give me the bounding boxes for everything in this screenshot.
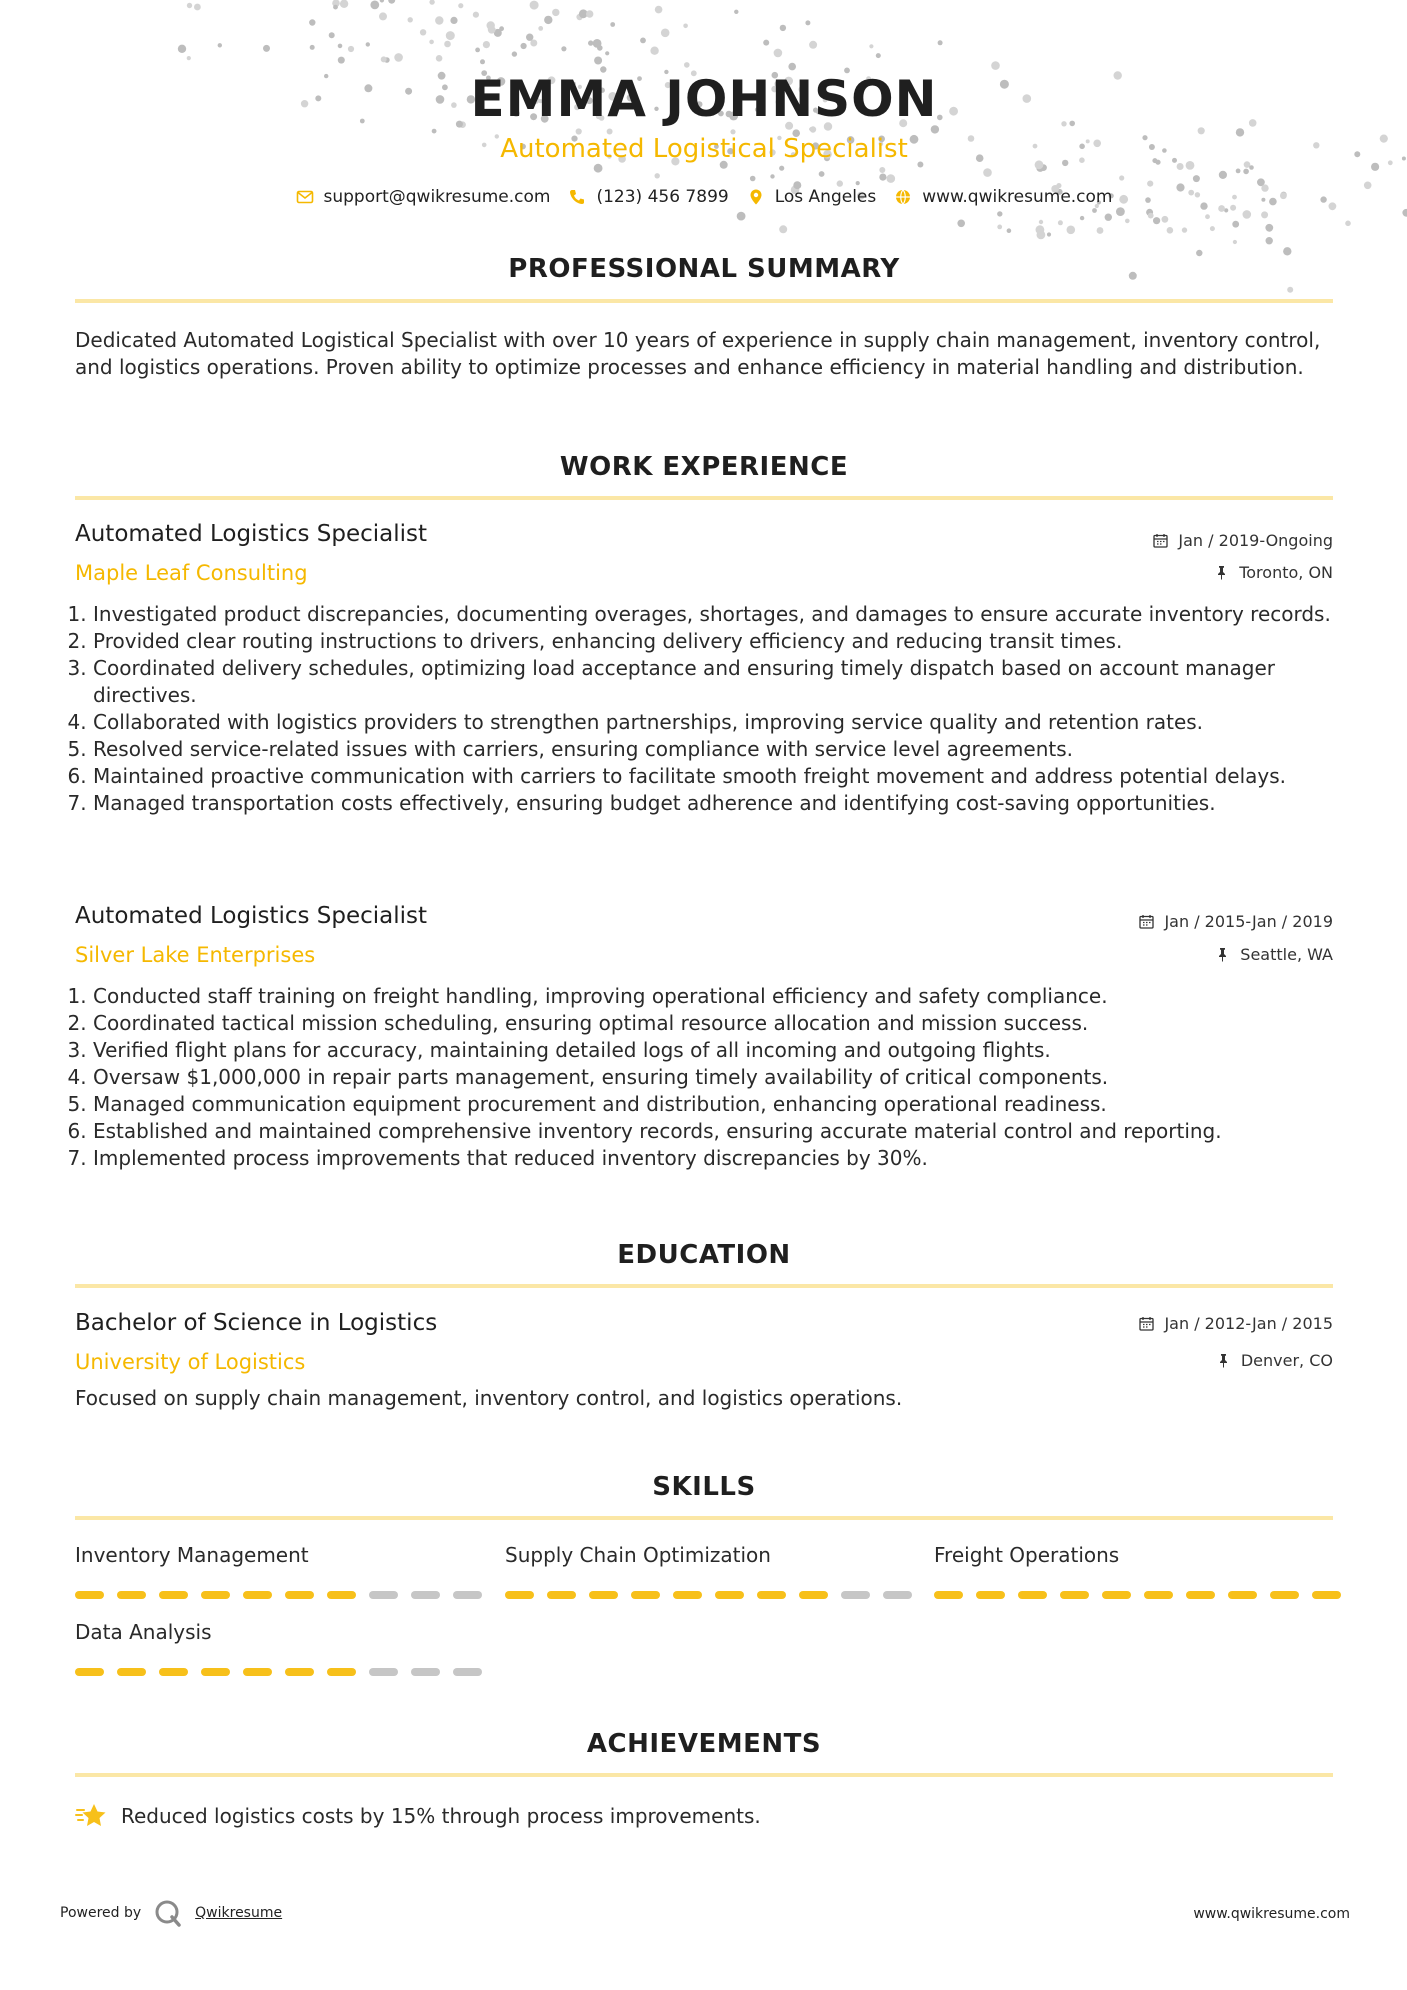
education-dates-text: Jan / 2012-Jan / 2015	[1164, 1314, 1333, 1333]
decorative-dot	[879, 167, 885, 173]
decorative-dot	[1249, 165, 1254, 170]
school-name: University of Logistics	[75, 1350, 306, 1374]
list-item: 3. Coordinated delivery schedules, optimizing load acceptance and ensuring timely dispatch based on account manager directives.	[93, 655, 1351, 709]
skill-segment	[285, 1668, 314, 1676]
contact-email[interactable]	[296, 187, 551, 207]
decorative-dot	[338, 57, 345, 64]
skill-segment	[799, 1591, 828, 1599]
decorative-dot	[1039, 220, 1043, 224]
decorative-dot	[329, 32, 335, 38]
skill-level-bar	[505, 1591, 912, 1599]
decorative-dot	[683, 24, 688, 29]
list-item: 7. Implemented process improvements that reduced inventory discrepancies by 30%.	[93, 1145, 1351, 1172]
education-location	[1216, 1351, 1333, 1370]
job-dates-text: Jan / 2019-Ongoing	[1178, 531, 1333, 550]
skill-segment	[757, 1591, 786, 1599]
decorative-dot	[512, 51, 517, 56]
footer-url[interactable]: www.qwikresume.com	[1193, 1906, 1350, 1922]
decorative-dot	[475, 48, 480, 53]
decorative-dot	[734, 10, 738, 14]
calendar-icon	[1139, 914, 1154, 929]
list-item: 5. Managed communication equipment procurement and distribution, enhancing operational readiness.	[93, 1091, 1351, 1118]
skill-segment	[117, 1591, 146, 1599]
decorative-dot	[1153, 217, 1160, 224]
decorative-dot	[473, 12, 479, 18]
decorative-dot	[594, 164, 603, 173]
decorative-dot	[640, 38, 646, 44]
skill-level-bar	[934, 1591, 1341, 1599]
decorative-dot	[1205, 214, 1210, 219]
decorative-dot	[194, 4, 201, 11]
decorative-dot	[1125, 219, 1130, 224]
decorative-dot	[394, 53, 403, 62]
decorative-dot	[450, 17, 457, 24]
decorative-dot	[1345, 221, 1351, 227]
decorative-dot	[429, 0, 434, 5]
section-title-experience: WORK EXPERIENCE	[559, 452, 849, 482]
list-item: 1. Conducted staff training on freight handling, improving operational efficiency and safety compliance.	[93, 983, 1351, 1010]
decorative-dot	[655, 173, 660, 178]
decorative-dot	[1402, 157, 1406, 161]
candidate-name: EMMA JOHNSON	[470, 70, 938, 128]
decorative-dot	[338, 44, 343, 49]
list-item: 5. Resolved service-related issues with carriers, ensuring compliance with service level agreements.	[93, 736, 1351, 763]
contact-phone[interactable]	[568, 187, 728, 207]
decorative-dot	[530, 1, 539, 10]
section-title-achievements: ACHIEVEMENTS	[586, 1729, 822, 1759]
skill-segment	[369, 1591, 398, 1599]
decorative-dot	[586, 10, 593, 17]
decorative-dot	[594, 57, 602, 65]
job-dates	[1153, 531, 1333, 550]
company-name: Silver Lake Enterprises	[75, 943, 316, 967]
decorative-dot	[530, 40, 537, 47]
decorative-dot	[1243, 169, 1249, 175]
envelope-icon	[296, 188, 314, 206]
skill-segment	[201, 1668, 230, 1676]
map-pin-icon	[747, 188, 765, 206]
skill-name: Supply Chain Optimization	[505, 1543, 771, 1567]
decorative-dot	[997, 225, 1002, 230]
decorative-dot	[436, 55, 443, 62]
decorative-dot	[1287, 287, 1293, 293]
skill-segment	[159, 1668, 188, 1676]
decorative-dot	[684, 62, 690, 68]
skill-segment	[1144, 1591, 1173, 1599]
decorative-dot	[340, 0, 348, 8]
decorative-dot	[178, 45, 186, 53]
skill-segment	[883, 1591, 912, 1599]
decorative-dot	[432, 129, 437, 134]
list-item: 6. Maintained proactive communication with carriers to facilitate smooth freight movement and address potential delays.	[93, 763, 1351, 790]
decorative-dot	[499, 26, 504, 31]
skill-segment	[1018, 1591, 1047, 1599]
section-divider	[75, 1516, 1333, 1520]
job-location-text: Toronto, ON	[1239, 563, 1333, 582]
decorative-dot	[544, 16, 552, 24]
decorative-dot	[605, 51, 609, 55]
decorative-dot	[1147, 181, 1153, 187]
decorative-dot	[770, 174, 774, 178]
skill-segment	[589, 1591, 618, 1599]
decorative-dot	[435, 16, 443, 24]
skill-segment	[75, 1591, 104, 1599]
decorative-dot	[1261, 211, 1268, 218]
skill-name: Freight Operations	[934, 1543, 1120, 1567]
decorative-dot	[1233, 240, 1237, 244]
decorative-dot	[388, 0, 395, 4]
section-divider	[75, 1284, 1333, 1288]
decorative-dot	[444, 41, 451, 48]
decorative-dot	[1266, 237, 1273, 244]
skill-segment	[715, 1591, 744, 1599]
decorative-dot	[887, 174, 896, 183]
education-description: Focused on supply chain management, inventory control, and logistics operations.	[75, 1386, 903, 1410]
summary-text: Dedicated Automated Logistical Specialist with over 10 years of experience in supply chain management, inventory control, and logistics operations. Proven ability to optimize processes and enhance efficiency in material handling and distribution.	[75, 328, 1321, 379]
decorative-dot	[458, 3, 463, 8]
decorative-dot	[333, 5, 338, 10]
footer-powered-by	[60, 1898, 282, 1928]
skill-segment	[505, 1591, 534, 1599]
pushpin-icon	[1214, 565, 1229, 580]
decorative-dot	[779, 225, 787, 233]
decorative-dot	[1210, 226, 1215, 231]
skill-name: Inventory Management	[75, 1543, 309, 1567]
job-dates-text: Jan / 2015-Jan / 2019	[1164, 912, 1333, 931]
pushpin-icon	[1215, 947, 1230, 962]
decorative-dot	[1092, 208, 1097, 213]
decorative-dot	[263, 45, 270, 52]
skill-segment	[201, 1591, 230, 1599]
qwikresume-logo-icon	[153, 1898, 183, 1928]
skill-segment	[1228, 1591, 1257, 1599]
education-location-text: Denver, CO	[1240, 1351, 1333, 1370]
decorative-dot	[1105, 214, 1112, 221]
decorative-dot	[218, 43, 222, 47]
pushpin-icon	[1216, 1353, 1231, 1368]
decorative-dot	[879, 174, 886, 181]
decorative-dot	[819, 171, 825, 177]
skill-segment	[327, 1591, 356, 1599]
decorative-dot	[876, 53, 881, 58]
skill-segment	[243, 1668, 272, 1676]
phone-text: (123) 456 7899	[596, 187, 729, 207]
skill-segment	[117, 1668, 146, 1676]
decorative-dot	[1080, 216, 1084, 220]
skill-segment	[547, 1591, 576, 1599]
decorative-dot	[487, 21, 495, 29]
skill-segment	[841, 1591, 870, 1599]
calendar-icon	[1139, 1316, 1154, 1331]
decorative-dot	[1388, 160, 1393, 165]
list-item: 4. Oversaw $1,000,000 in repair parts management, ensuring timely availability of critical components.	[93, 1064, 1351, 1091]
decorative-dot	[1371, 163, 1379, 171]
decorative-dot	[420, 29, 426, 35]
decorative-dot	[310, 45, 315, 50]
decorative-dot	[779, 166, 784, 171]
list-item: 3. Verified flight plans for accuracy, maintaining detailed logs of all incoming and outgoing flights.	[93, 1037, 1351, 1064]
decorative-dot	[1402, 209, 1407, 217]
skill-segment	[411, 1668, 440, 1676]
decorative-dot	[429, 40, 434, 45]
skill-segment	[285, 1591, 314, 1599]
decorative-dot	[856, 181, 860, 185]
skill-segment	[369, 1668, 398, 1676]
job-bullets	[75, 983, 1351, 1172]
decorative-dot	[655, 6, 663, 14]
company-name: Maple Leaf Consulting	[75, 561, 308, 585]
list-item: 4. Collaborated with logistics providers to strengthen partnerships, improving service quality and retention rates.	[93, 709, 1351, 736]
location-text: Los Angeles	[774, 187, 877, 207]
decorative-dot	[809, 41, 817, 49]
decorative-dot	[1116, 207, 1125, 216]
decorative-dot	[938, 40, 943, 45]
skill-segment	[934, 1591, 963, 1599]
website-text: www.qwikresume.com	[922, 187, 1113, 207]
skill-segment	[327, 1668, 356, 1676]
skill-segment	[1312, 1591, 1341, 1599]
decorative-dot	[379, 12, 387, 20]
decorative-dot	[1097, 227, 1104, 234]
star-icon	[75, 1800, 107, 1832]
job-dates	[1139, 912, 1333, 931]
decorative-dot	[187, 56, 191, 60]
decorative-dot	[408, 17, 413, 22]
skill-segment	[75, 1668, 104, 1676]
job-location	[1215, 945, 1333, 964]
decorative-dot	[763, 40, 769, 46]
job-bullets	[75, 601, 1351, 817]
education-dates	[1139, 1314, 1333, 1333]
decorative-dot	[348, 46, 354, 52]
decorative-dot	[983, 168, 992, 177]
skill-segment	[1102, 1591, 1131, 1599]
skill-segment	[976, 1591, 1005, 1599]
decorative-dot	[588, 40, 593, 45]
decorative-dot	[1148, 213, 1154, 219]
decorative-dot	[650, 47, 658, 55]
skill-segment	[1060, 1591, 1089, 1599]
powered-by-label: Powered by	[60, 1905, 142, 1921]
section-divider	[75, 299, 1333, 303]
section-title-education: EDUCATION	[617, 1240, 791, 1270]
decorative-dot	[1364, 182, 1372, 190]
decorative-dot	[1219, 171, 1227, 179]
decorative-dot	[869, 44, 873, 48]
decorative-dot	[1243, 210, 1252, 219]
decorative-dot	[1182, 227, 1187, 232]
section-title-skills: SKILLS	[652, 1472, 756, 1502]
skill-segment	[1270, 1591, 1299, 1599]
decorative-dot	[1058, 220, 1063, 225]
decorative-dot	[1232, 221, 1239, 228]
degree-title: Bachelor of Science in Logistics	[75, 1310, 438, 1336]
decorative-dot	[446, 31, 455, 40]
decorative-dot	[309, 19, 315, 25]
decorative-dot	[1007, 228, 1012, 233]
decorative-dot	[521, 43, 527, 49]
calendar-icon	[1153, 533, 1168, 548]
decorative-dot	[837, 180, 843, 186]
decorative-dot	[737, 212, 746, 221]
globe-icon	[894, 188, 912, 206]
decorative-dot	[1354, 151, 1360, 157]
decorative-dot	[381, 56, 387, 62]
candidate-role: Automated Logistical Specialist	[500, 134, 908, 164]
decorative-dot	[480, 59, 485, 64]
decorative-dot	[1265, 224, 1273, 232]
skill-segment	[411, 1591, 440, 1599]
decorative-dot	[1119, 175, 1124, 180]
decorative-dot	[1236, 169, 1241, 174]
email-text: support@qwikresume.com	[323, 187, 551, 207]
decorative-dot	[552, 9, 559, 16]
decorative-dot	[380, 0, 384, 3]
decorative-dot	[526, 34, 533, 41]
decorative-dot	[1177, 163, 1184, 170]
contact-bar	[75, 187, 1333, 207]
skill-name: Data Analysis	[75, 1620, 212, 1644]
skill-level-bar	[75, 1591, 482, 1599]
decorative-dot	[610, 22, 615, 27]
decorative-dot	[997, 211, 1002, 216]
job-location-text: Seattle, WA	[1240, 945, 1333, 964]
section-divider	[75, 496, 1333, 500]
skill-segment	[159, 1591, 188, 1599]
decorative-dot	[805, 20, 810, 25]
decorative-dot	[1193, 175, 1200, 182]
decorative-dot	[1047, 232, 1051, 236]
achievement-item	[75, 1800, 761, 1832]
decorative-dot	[1380, 135, 1388, 143]
phone-icon	[568, 188, 586, 206]
decorative-dot	[561, 46, 566, 51]
decorative-dot	[370, 1, 379, 10]
decorative-dot	[991, 61, 1000, 70]
list-item: 7. Managed transportation costs effectively, ensuring budget adherence and identifying cost-saving opportunities.	[93, 790, 1351, 817]
list-item: 2. Coordinated tactical mission scheduling, ensuring optimal resource allocation and mission success.	[93, 1010, 1351, 1037]
decorative-dot	[661, 29, 670, 38]
decorative-dot	[1167, 227, 1174, 234]
decorative-dot	[780, 25, 786, 31]
skill-segment	[1186, 1591, 1215, 1599]
decorative-dot	[1162, 216, 1169, 223]
decorative-dot	[538, 26, 543, 31]
job-title: Automated Logistics Specialist	[75, 903, 428, 929]
skill-level-bar	[75, 1668, 482, 1676]
achievement-text: Reduced logistics costs by 15% through process improvements.	[121, 1804, 761, 1828]
decorative-dot	[187, 3, 192, 8]
decorative-dot	[1037, 231, 1046, 240]
list-item: 1. Investigated product discrepancies, documenting overages, shortages, and damages to ensure accurate inventory records.	[93, 601, 1351, 628]
section-divider	[75, 1773, 1333, 1777]
decorative-dot	[1067, 226, 1076, 235]
skill-segment	[243, 1591, 272, 1599]
decorative-dot	[957, 220, 965, 228]
list-item: 2. Provided clear routing instructions to drivers, enhancing delivery efficiency and reducing transit times.	[93, 628, 1351, 655]
skill-segment	[453, 1591, 482, 1599]
decorative-dot	[774, 49, 783, 58]
skill-segment	[631, 1591, 660, 1599]
skill-segment	[673, 1591, 702, 1599]
section-title-summary: PROFESSIONAL SUMMARY	[508, 254, 900, 284]
job-title: Automated Logistics Specialist	[75, 521, 428, 547]
contact-website[interactable]	[894, 187, 1112, 207]
skill-segment	[453, 1668, 482, 1676]
list-item: 6. Established and maintained comprehensive inventory records, ensuring accurate material control and reporting.	[93, 1118, 1351, 1145]
decorative-dot	[366, 42, 370, 46]
contact-location	[747, 187, 877, 207]
job-location	[1214, 563, 1333, 582]
decorative-dot	[597, 45, 603, 51]
decorative-dot	[483, 41, 490, 48]
decorative-dot	[750, 176, 756, 182]
brand-link[interactable]: Qwikresume	[195, 1905, 283, 1921]
